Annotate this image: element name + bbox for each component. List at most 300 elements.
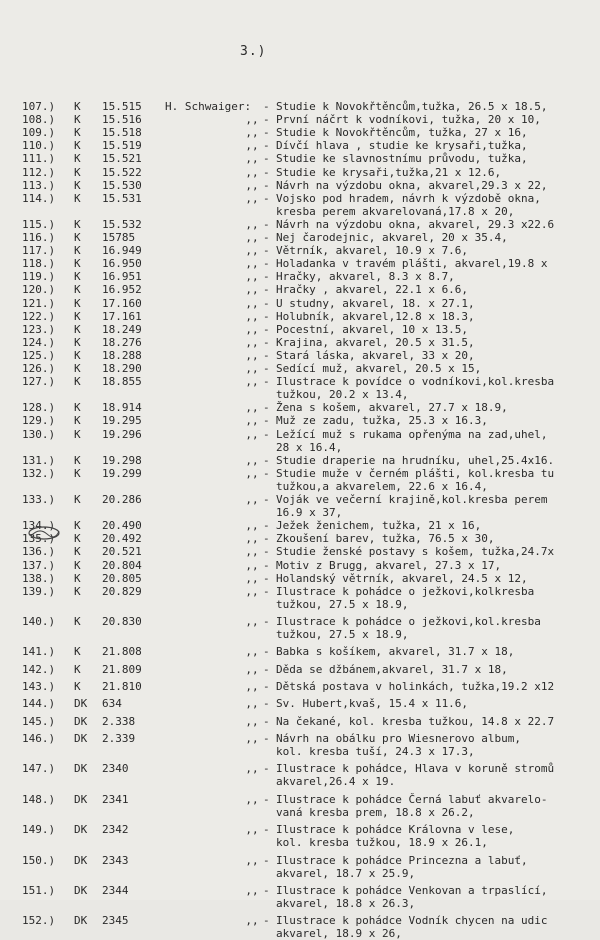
list-item xyxy=(0,615,600,628)
author-name: H. Schwaiger: xyxy=(165,100,252,113)
list-item xyxy=(0,414,600,427)
list-item xyxy=(0,323,600,336)
entry-number: 108.) xyxy=(22,113,56,127)
entry-number: 114.) xyxy=(22,191,56,205)
collection-code: DK xyxy=(74,914,88,928)
dash-mark: - xyxy=(263,762,270,776)
ditto-mark: ,, xyxy=(245,401,259,415)
collection-code: K xyxy=(74,558,81,572)
entry-number: 115.) xyxy=(22,217,56,231)
dash-mark: - xyxy=(263,257,270,271)
dash-mark: - xyxy=(263,532,270,546)
inventory-number: 20.490 xyxy=(102,519,142,533)
artwork-description: U studny, akvarel, 18. x 27.1, xyxy=(276,296,475,310)
collection-code: DK xyxy=(74,731,88,745)
inventory-number: 20.521 xyxy=(102,545,142,559)
list-item xyxy=(0,854,600,867)
entry-number: 135.) xyxy=(22,532,56,546)
list-item xyxy=(0,663,600,676)
collection-code: K xyxy=(74,466,81,480)
artwork-description: Ilustrace k pohádce o ježkovi,kolkresba xyxy=(276,584,535,598)
entry-number: 120.) xyxy=(22,283,56,297)
dash-mark: - xyxy=(263,139,270,153)
ditto-mark: ,, xyxy=(245,362,259,375)
inventory-number: 634 xyxy=(102,697,122,711)
dash-mark: - xyxy=(263,823,270,837)
dash-mark: - xyxy=(263,165,270,179)
artwork-description: Dívčí hlava , studie ke krysaři,tužka, xyxy=(276,139,528,153)
entry-number: 125.) xyxy=(22,348,56,362)
inventory-number: 18.249 xyxy=(102,322,142,336)
dash-mark: - xyxy=(263,427,270,441)
dash-mark: - xyxy=(263,191,270,205)
ditto-mark: ,, xyxy=(245,883,259,897)
list-item xyxy=(0,126,600,139)
ditto-mark: ,, xyxy=(245,309,259,323)
entry-number: 117.) xyxy=(22,244,56,258)
inventory-number: 15.516 xyxy=(102,113,142,127)
dash-mark: - xyxy=(263,348,270,362)
list-item xyxy=(0,166,600,179)
entry-number: 144.) xyxy=(22,697,56,711)
dash-mark: - xyxy=(263,335,270,349)
entry-number: 131.) xyxy=(22,453,56,467)
list-item xyxy=(0,532,600,545)
dash-mark: - xyxy=(263,362,270,375)
artwork-description-continued: tužkou, 27.5 x 18.9, xyxy=(276,597,409,611)
inventory-number: 2342 xyxy=(102,823,129,837)
dash-mark: - xyxy=(263,152,270,166)
ditto-mark: ,, xyxy=(245,165,259,179)
collection-code: K xyxy=(74,309,81,323)
inventory-number: 20.830 xyxy=(102,615,142,629)
artwork-description: Studie draperie na hrudníku, uhel,25.4x16. xyxy=(276,453,555,467)
artwork-description: Studie ženské postavy s košem, tužka,24.7x xyxy=(276,545,555,559)
artwork-description-continued: kol. kresba tuší, 24.3 x 17.3, xyxy=(276,745,475,759)
collection-code: K xyxy=(74,244,81,258)
artwork-description: Babka s košíkem, akvarel, 31.7 x 18, xyxy=(276,645,515,659)
page-number: 3.) xyxy=(240,44,267,59)
dash-mark: - xyxy=(263,309,270,323)
entry-number: 107.) xyxy=(22,100,56,113)
ditto-mark: ,, xyxy=(245,584,259,598)
collection-code: K xyxy=(74,519,81,533)
ditto-mark: ,, xyxy=(245,270,259,284)
artwork-description: Dětská postava v holinkách, tužka,19.2 x12 xyxy=(276,680,555,694)
ditto-mark: ,, xyxy=(245,571,259,585)
dash-mark: - xyxy=(263,414,270,428)
list-item xyxy=(0,192,600,205)
dash-mark: - xyxy=(263,113,270,127)
artwork-description: Studie ke krysaři,tužka,21 x 12.6, xyxy=(276,165,502,179)
dash-mark: - xyxy=(263,883,270,897)
artwork-description: Nej čarodejnic, akvarel, 20 x 35.4, xyxy=(276,231,508,244)
ditto-mark: ,, xyxy=(245,714,259,728)
list-item xyxy=(0,283,600,296)
collection-code: K xyxy=(74,545,81,559)
ditto-mark: ,, xyxy=(245,662,259,676)
dash-mark: - xyxy=(263,662,270,676)
ditto-mark: ,, xyxy=(245,466,259,480)
list-item xyxy=(0,362,600,375)
entry-number: 132.) xyxy=(22,466,56,480)
dash-mark: - xyxy=(263,466,270,480)
entry-number: 124.) xyxy=(22,335,56,349)
ditto-mark: ,, xyxy=(245,615,259,629)
list-item xyxy=(0,585,600,598)
collection-code: DK xyxy=(74,853,88,867)
collection-code: K xyxy=(74,126,81,140)
inventory-number: 2341 xyxy=(102,792,129,806)
artwork-description: Studie muže v černém plášti, kol.kresba tu xyxy=(276,466,555,480)
inventory-number: 2345 xyxy=(102,914,129,928)
inventory-number: 20.492 xyxy=(102,532,142,546)
ditto-mark: ,, xyxy=(245,296,259,310)
inventory-number: 16.951 xyxy=(102,270,142,284)
list-item xyxy=(0,454,600,467)
artwork-description: První náčrt k vodníkovi, tužka, 20 x 10, xyxy=(276,113,541,127)
ditto-mark: ,, xyxy=(245,823,259,837)
list-item xyxy=(0,762,600,775)
dash-mark: - xyxy=(263,680,270,694)
list-item xyxy=(0,218,600,231)
inventory-number: 2340 xyxy=(102,762,129,776)
entry-number: 145.) xyxy=(22,714,56,728)
list-item xyxy=(0,401,600,414)
ditto-mark: ,, xyxy=(245,532,259,546)
ditto-mark: ,, xyxy=(245,113,259,127)
dash-mark: - xyxy=(263,296,270,310)
dash-mark: - xyxy=(263,545,270,559)
list-item xyxy=(0,152,600,165)
artwork-description: Hračky , akvarel, 22.1 x 6.6, xyxy=(276,283,469,297)
artwork-description: Ilustrace k pohádce Královna v lese, xyxy=(276,823,515,837)
collection-code: K xyxy=(74,139,81,153)
list-item xyxy=(0,100,600,113)
inventory-number: 18.276 xyxy=(102,335,142,349)
artwork-description-continued: kresba perem akvarelovaná,17.8 x 20, xyxy=(276,204,515,218)
entry-number: 123.) xyxy=(22,322,56,336)
artwork-description-continued: akvarel, 18.9 x 26, xyxy=(276,927,402,940)
dash-mark: - xyxy=(263,231,270,244)
ditto-mark: ,, xyxy=(245,427,259,441)
inventory-number: 17.160 xyxy=(102,296,142,310)
artwork-description: Návrh na výzdobu okna, akvarel, 29.3 x22.6 xyxy=(276,217,555,231)
artwork-description: Holadanka v travém plášti, akvarel,19.8 x xyxy=(276,257,548,271)
entry-number: 116.) xyxy=(22,231,56,244)
entry-number: 128.) xyxy=(22,401,56,415)
list-item xyxy=(0,645,600,658)
artwork-description: Žena s košem, akvarel, 27.7 x 18.9, xyxy=(276,401,508,415)
dash-mark: - xyxy=(263,853,270,867)
collection-code: K xyxy=(74,532,81,546)
list-item xyxy=(0,349,600,362)
artwork-description: Ležící muž s rukama opřenýma na zad,uhel, xyxy=(276,427,548,441)
dash-mark: - xyxy=(263,322,270,336)
inventory-number: 2.339 xyxy=(102,731,136,745)
ditto-mark: ,, xyxy=(245,217,259,231)
collection-code: K xyxy=(74,493,81,506)
inventory-number: 20.805 xyxy=(102,571,142,585)
collection-code: K xyxy=(74,322,81,336)
ditto-mark: ,, xyxy=(245,762,259,776)
entry-number: 141.) xyxy=(22,645,56,659)
inventory-number: 21.809 xyxy=(102,662,142,676)
entry-number: 151.) xyxy=(22,883,56,897)
collection-code: K xyxy=(74,100,81,113)
inventory-number: 18.290 xyxy=(102,362,142,375)
ditto-mark: ,, xyxy=(245,493,259,506)
dash-mark: - xyxy=(263,615,270,629)
artwork-description-continued: vaná kresba prem, 18.8 x 26.2, xyxy=(276,805,475,819)
collection-code: K xyxy=(74,348,81,362)
collection-code: K xyxy=(74,662,81,676)
inventory-number: 20.829 xyxy=(102,584,142,598)
list-item xyxy=(0,680,600,693)
inventory-number: 2343 xyxy=(102,853,129,867)
inventory-number: 15.515 xyxy=(102,100,142,113)
artwork-description: Ilustrace k pohádce o ježkovi,kol.kresba xyxy=(276,615,541,629)
collection-code: K xyxy=(74,427,81,441)
dash-mark: - xyxy=(263,697,270,711)
inventory-number: 21.808 xyxy=(102,645,142,659)
list-item xyxy=(0,697,600,710)
artwork-description-continued: 28 x 16.4, xyxy=(276,440,343,454)
artwork-description-continued: 16.9 x 37, xyxy=(276,506,343,520)
artwork-description: Ježek ženichem, tužka, 21 x 16, xyxy=(276,519,482,533)
dash-mark: - xyxy=(263,714,270,728)
dash-mark: - xyxy=(263,126,270,140)
artwork-description: Holandský větrník, akvarel, 24.5 x 12, xyxy=(276,571,528,585)
inventory-number: 15.531 xyxy=(102,191,142,205)
artwork-description: Zkoušení barev, tužka, 76.5 x 30, xyxy=(276,532,495,546)
dash-mark: - xyxy=(263,401,270,415)
artwork-description: Motiv z Brugg, akvarel, 27.3 x 17, xyxy=(276,558,502,572)
artwork-description: Návrh na obálku pro Wiesnerovo album, xyxy=(276,731,522,745)
collection-code: K xyxy=(74,178,81,192)
entry-number: 129.) xyxy=(22,414,56,428)
ditto-mark: ,, xyxy=(245,731,259,745)
dash-mark: - xyxy=(263,493,270,506)
ditto-mark: ,, xyxy=(245,178,259,192)
collection-code: K xyxy=(74,645,81,659)
artwork-description: Studie ke slavnostnímu průvodu, tužka, xyxy=(276,152,528,166)
list-item xyxy=(0,336,600,349)
entry-number: 150.) xyxy=(22,853,56,867)
ditto-mark: ,, xyxy=(245,191,259,205)
entry-number: 139.) xyxy=(22,584,56,598)
collection-code: K xyxy=(74,584,81,598)
inventory-number: 15.532 xyxy=(102,217,142,231)
collection-code: K xyxy=(74,296,81,310)
collection-code: K xyxy=(74,571,81,585)
dash-mark: - xyxy=(263,645,270,659)
dash-mark: - xyxy=(263,283,270,297)
inventory-number: 16.950 xyxy=(102,257,142,271)
collection-code: K xyxy=(74,231,81,244)
inventory-number: 19.299 xyxy=(102,466,142,480)
ditto-mark: ,, xyxy=(245,414,259,428)
inventory-number: 21.810 xyxy=(102,680,142,694)
inventory-number: 19.296 xyxy=(102,427,142,441)
inventory-number: 16.949 xyxy=(102,244,142,258)
list-item xyxy=(0,572,600,585)
collection-code: K xyxy=(74,113,81,127)
collection-code: DK xyxy=(74,792,88,806)
artwork-description: Větrník, akvarel, 10.9 x 7.6, xyxy=(276,244,469,258)
inventory-number: 2344 xyxy=(102,883,129,897)
collection-code: K xyxy=(74,362,81,375)
dash-mark: - xyxy=(263,558,270,572)
list-item xyxy=(0,270,600,283)
list-item xyxy=(0,823,600,836)
list-item xyxy=(0,244,600,257)
artwork-description: Ilustrace k pohádce Vodník chycen na udic xyxy=(276,914,548,928)
ditto-mark: ,, xyxy=(245,558,259,572)
list-item xyxy=(0,231,600,244)
collection-code: K xyxy=(74,375,81,389)
ditto-mark: ,, xyxy=(245,283,259,297)
inventory-number: 20.286 xyxy=(102,493,142,506)
inventory-number: 19.295 xyxy=(102,414,142,428)
list-item xyxy=(0,732,600,745)
artwork-description: Vojsko pod hradem, návrh k výzdobě okna, xyxy=(276,191,541,205)
dash-mark: - xyxy=(263,453,270,467)
artwork-description: Krajina, akvarel, 20.5 x 31.5, xyxy=(276,335,475,349)
dash-mark: - xyxy=(263,792,270,806)
list-item xyxy=(0,179,600,192)
ditto-mark: ,, xyxy=(245,853,259,867)
list-item xyxy=(0,493,600,506)
ditto-mark: ,, xyxy=(245,244,259,258)
artwork-description: Ilustrace k pohádce Venkovan a trpaslící, xyxy=(276,883,548,897)
entry-number: 126.) xyxy=(22,362,56,375)
list-item xyxy=(0,113,600,126)
inventory-number: 15785 xyxy=(102,231,136,244)
artwork-description-continued: akvarel, 18.8 x 26.3, xyxy=(276,897,416,910)
artwork-description: Pocestní, akvarel, 10 x 13.5, xyxy=(276,322,469,336)
dash-mark: - xyxy=(263,100,270,113)
entry-number: 119.) xyxy=(22,270,56,284)
entry-number: 152.) xyxy=(22,914,56,928)
artwork-description: Muž ze zadu, tužka, 25.3 x 16.3, xyxy=(276,414,488,428)
artwork-description: Ilustrace k pohádce, Hlava v koruně stromů xyxy=(276,762,555,776)
inventory-number: 15.521 xyxy=(102,152,142,166)
inventory-number: 17.161 xyxy=(102,309,142,323)
inventory-number: 15.522 xyxy=(102,165,142,179)
inventory-number: 15.519 xyxy=(102,139,142,153)
collection-code: K xyxy=(74,414,81,428)
collection-code: DK xyxy=(74,823,88,837)
list-item xyxy=(0,297,600,310)
inventory-number: 15.518 xyxy=(102,126,142,140)
inventory-number: 15.530 xyxy=(102,178,142,192)
inventory-number: 2.338 xyxy=(102,714,136,728)
artwork-description-continued: tužkou,a akvarelem, 22.6 x 16.4, xyxy=(276,479,488,493)
entry-number: 127.) xyxy=(22,375,56,389)
collection-code: K xyxy=(74,217,81,231)
dash-mark: - xyxy=(263,270,270,284)
entry-number: 134.) xyxy=(22,519,56,533)
artwork-description: Hračky, akvarel, 8.3 x 8.7, xyxy=(276,270,455,284)
artwork-description: Studie k Novokřtěncům,tužka, 26.5 x 18.5, xyxy=(276,100,548,113)
list-item xyxy=(0,428,600,441)
collection-code: K xyxy=(74,453,81,467)
dash-mark: - xyxy=(263,375,270,389)
entry-number: 121.) xyxy=(22,296,56,310)
entry-number: 118.) xyxy=(22,257,56,271)
collection-code: K xyxy=(74,283,81,297)
entry-number: 146.) xyxy=(22,731,56,745)
inventory-number: 20.804 xyxy=(102,558,142,572)
ditto-mark: ,, xyxy=(245,914,259,928)
list-item xyxy=(0,375,600,388)
list-item xyxy=(0,715,600,728)
collection-code: K xyxy=(74,680,81,694)
list-item xyxy=(0,884,600,897)
dash-mark: - xyxy=(263,584,270,598)
entry-number: 137.) xyxy=(22,558,56,572)
artwork-description: Ilustrace k pohádce Černá labuť akvarelo- xyxy=(276,792,548,806)
dash-mark: - xyxy=(263,217,270,231)
collection-code: K xyxy=(74,615,81,629)
inventory-number: 18.914 xyxy=(102,401,142,415)
ditto-mark: ,, xyxy=(245,257,259,271)
artwork-description-continued: kol. kresba tužkou, 18.9 x 26.1, xyxy=(276,836,488,850)
artwork-description-continued: tužkou, 20.2 x 13.4, xyxy=(276,388,409,402)
entry-number: 133.) xyxy=(22,493,56,506)
entry-number: 140.) xyxy=(22,615,56,629)
collection-code: K xyxy=(74,152,81,166)
artwork-description: Sv. Hubert,kvaš, 15.4 x 11.6, xyxy=(276,697,469,711)
artwork-description: Návrh na výzdobu okna, akvarel,29.3 x 22, xyxy=(276,178,548,192)
list-item xyxy=(0,519,600,532)
collection-code: DK xyxy=(74,697,88,711)
inventory-number: 18.855 xyxy=(102,375,142,389)
inventory-number: 18.288 xyxy=(102,348,142,362)
collection-code: K xyxy=(74,165,81,179)
ditto-mark: ,, xyxy=(245,139,259,153)
entry-number: 111.) xyxy=(22,152,56,166)
inventory-number: 16.952 xyxy=(102,283,142,297)
artwork-description: Holubník, akvarel,12.8 x 18.3, xyxy=(276,309,475,323)
collection-code: K xyxy=(74,257,81,271)
artwork-description: Na čekané, kol. kresba tužkou, 14.8 x 22.7 xyxy=(276,714,555,728)
ditto-mark: ,, xyxy=(245,519,259,533)
artwork-description: Voják ve večerní krajině,kol.kresba perem xyxy=(276,493,548,506)
handwritten-scribble-mark xyxy=(27,525,61,541)
entry-number: 122.) xyxy=(22,309,56,323)
ditto-mark: ,, xyxy=(245,453,259,467)
dash-mark: - xyxy=(263,914,270,928)
list-item xyxy=(0,793,600,806)
artwork-description-continued: akvarel,26.4 x 19. xyxy=(276,775,396,789)
entry-number: 149.) xyxy=(22,823,56,837)
list-item xyxy=(0,257,600,270)
list-item xyxy=(0,467,600,480)
artwork-description: Stará láska, akvarel, 33 x 20, xyxy=(276,348,475,362)
ditto-mark: ,, xyxy=(245,231,259,244)
artwork-description: Sedící muž, akvarel, 20.5 x 15, xyxy=(276,362,482,375)
artwork-description: Studie k Novokřtěncům, tužka, 27 x 16, xyxy=(276,126,528,140)
inventory-number: 19.298 xyxy=(102,453,142,467)
entry-number: 138.) xyxy=(22,571,56,585)
list-item xyxy=(0,545,600,558)
entry-number: 130.) xyxy=(22,427,56,441)
ditto-mark: ,, xyxy=(245,348,259,362)
collection-code: K xyxy=(74,401,81,415)
collection-code: K xyxy=(74,335,81,349)
